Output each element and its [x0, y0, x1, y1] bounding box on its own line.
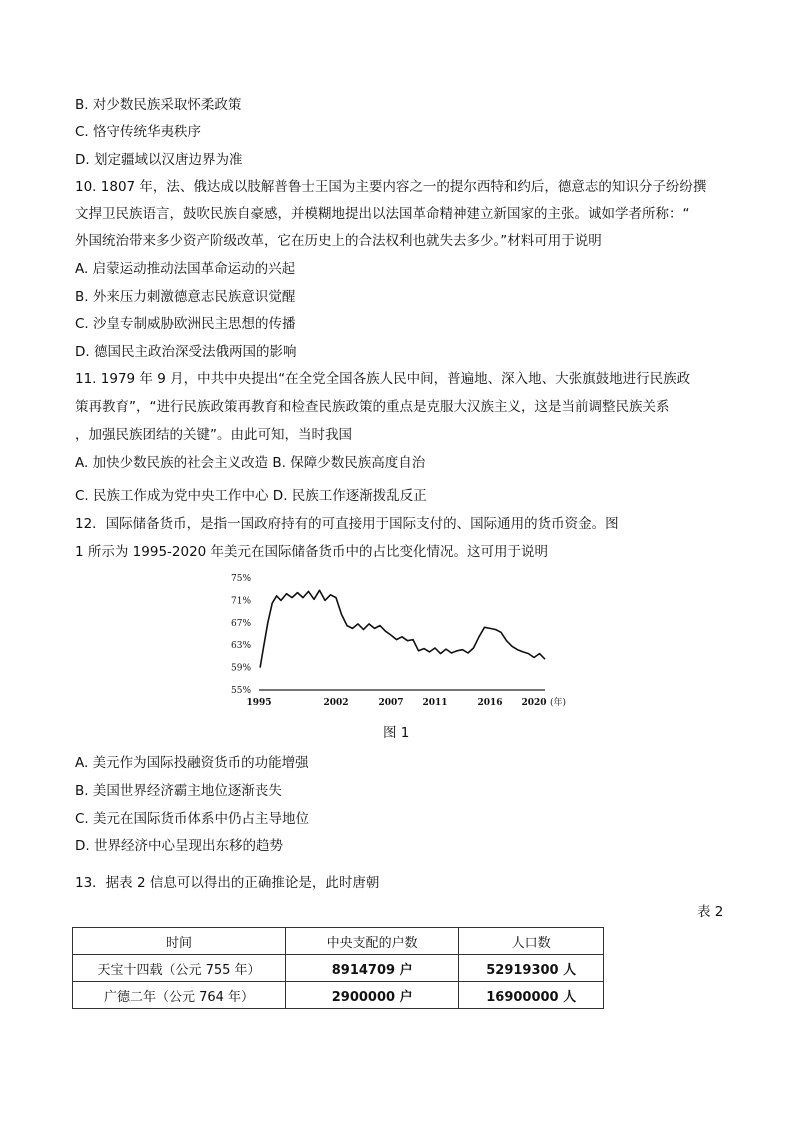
y-tick-label: 75% [231, 574, 252, 584]
q12-stem-line-1: 12．国际储备货币，是指一国政府持有的可直接用于国际支付的、国际通用的货币资金。图 [75, 516, 619, 532]
table-cell-households: 8914709 户 [285, 955, 458, 982]
q12-option-c: C. 美元在国际货币体系中仍占主导地位 [75, 811, 310, 827]
q12-option-a: A. 美元作为国际投融资货币的功能增强 [75, 755, 309, 771]
q10-option-c: C. 沙皇专制威胁欧洲民主思想的传播 [75, 316, 296, 332]
y-tick-label: 67% [231, 618, 252, 629]
y-tick-label: 63% [231, 641, 252, 652]
table-cell-time: 天宝十四载（公元 755 年） [73, 955, 286, 982]
q11-options-cd: C. 民族工作成为党中央工作中心 D. 民族工作逐渐拨乱反正 [75, 488, 427, 504]
figure-caption: 图 1 [383, 725, 410, 741]
q10-stem-line-3: 外国统治带来多少资产阶级改革，它在历史上的合法权利也就失去多少。”材料可用于说明 [75, 233, 602, 249]
table-caption: 表 2 [697, 904, 724, 920]
x-axis-unit-label: (年) [550, 698, 567, 708]
q11-stem-line-2: 策再教育”，“进行民族政策再教育和检查民族政策的重点是克服大汉族主义，这是当前调整民族关系 [75, 399, 670, 415]
table-cell-time: 广德二年（公元 764 年） [73, 982, 286, 1009]
x-tick-label: 1995 [246, 698, 272, 708]
q12-option-b: B. 美国世界经济霸主地位逐渐丧失 [75, 783, 282, 799]
q11-stem-line-3: ，加强民族团结的关键”。由此可知，当时我国 [75, 427, 352, 443]
q10-stem-line-2: 文捍卫民族语言，鼓吹民族自豪感，并模糊地提出以法国革命精神建立新国家的主张。诚如学者所称：“ [75, 206, 690, 222]
x-tick-label: 2002 [323, 698, 349, 708]
table-cell-population: 16900000 人 [459, 982, 604, 1009]
q10-option-b: B. 外来压力刺激德意志民族意识觉醒 [75, 289, 296, 305]
q12-option-d: D. 世界经济中心呈现出东移的趋势 [75, 838, 283, 854]
x-tick-label: 2020 [521, 698, 547, 708]
household-population-table [72, 927, 604, 1009]
q10-stem-line-1: 10. 1807 年，法、俄达成以肢解普鲁士王国为主要内容之一的提尔西特和约后，德意志的知识分子纷纷撰 [75, 179, 707, 195]
x-tick-label: 2016 [477, 698, 503, 708]
q12-stem-line-2: 1 所示为 1995-2020 年美元在国际储备货币中的占比变化情况。这可用于说明 [75, 544, 549, 560]
table-header-households: 中央支配的户数 [285, 928, 458, 955]
series-line [260, 590, 545, 667]
q13-stem: 13．据表 2 信息可以得出的正确推论是，此时唐朝 [75, 875, 380, 891]
q11-options-ab: A. 加快少数民族的社会主义改造 B. 保障少数民族高度自治 [75, 455, 426, 471]
y-tick-label: 71% [231, 596, 252, 607]
table-row [73, 982, 604, 1009]
q9-option-b: B. 对少数民族采取怀柔政策 [75, 97, 242, 113]
y-tick-label: 59% [231, 663, 252, 674]
q9-option-c: C. 恪守传统华夷秩序 [75, 124, 202, 140]
table-row [73, 955, 604, 982]
x-tick-label: 2007 [378, 698, 404, 708]
q10-option-a: A. 启蒙运动推动法国革命运动的兴起 [75, 261, 296, 277]
q9-option-d: D. 划定疆域以汉唐边界为准 [75, 152, 243, 168]
usd-reserve-share-chart [225, 568, 575, 713]
table-cell-population: 52919300 人 [459, 955, 604, 982]
table-header-row [73, 928, 604, 955]
table-header-time: 时间 [73, 928, 286, 955]
x-tick-label: 2011 [422, 698, 448, 708]
q11-stem-line-1: 11. 1979 年 9 月，中共中央提出“在全党全国各族人民中间，普遍地、深入地、大张旗鼓地进行民族政 [75, 371, 691, 387]
y-tick-label: 55% [231, 686, 252, 696]
table-header-population: 人口数 [459, 928, 604, 955]
table-cell-households: 2900000 户 [285, 982, 458, 1009]
q10-option-d: D. 德国民主政治深受法俄两国的影响 [75, 344, 297, 360]
